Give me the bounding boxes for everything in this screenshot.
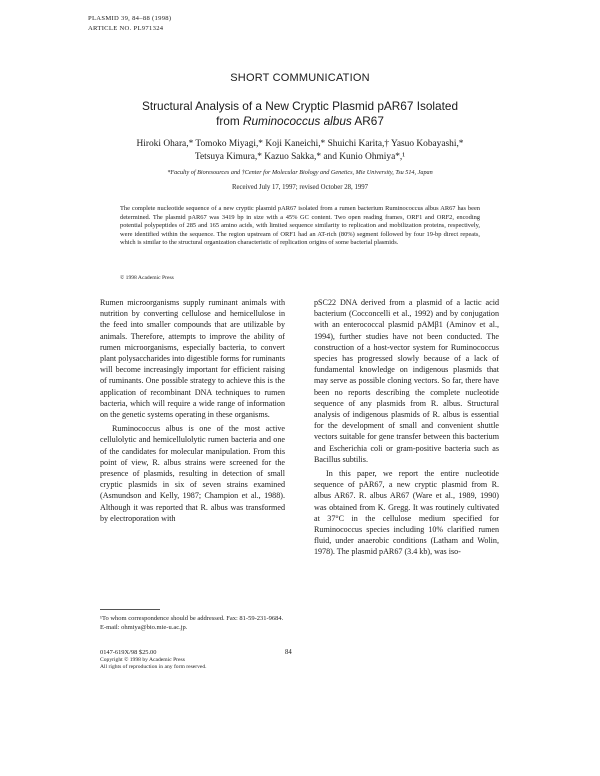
footer-price: 0147-619X/98 $25.00 bbox=[100, 649, 157, 656]
received-dates: Received July 17, 1997; revised October 28, 1997 bbox=[231, 184, 369, 191]
title-line-1: Structural Analysis of a New Cryptic Plasmid pAR67 Isolated bbox=[141, 99, 459, 113]
affiliation: *Faculty of Bioresources and †Center for Molecular Biology and Genetics, Mie University, Tsu 514, Japan bbox=[167, 169, 433, 176]
authors-line-1: Hiroki Ohara,* Tomoko Miyagi,* Koji Kaneichi,* Shuichi Karita,† Yasuo Kobayashi,* bbox=[136, 139, 464, 149]
abstract-copyright: © 1998 Academic Press bbox=[120, 275, 174, 281]
article-number: ARTICLE NO. PL971324 bbox=[88, 25, 164, 32]
page-number: 84 bbox=[285, 649, 292, 656]
authors-line-2: Tetsuya Kimura,* Kazuo Sakka,* and Kunio Ohmiya*,¹ bbox=[194, 151, 406, 162]
paragraph: In this paper, we report the entire nucleotide sequence of pAR67, a new cryptic plasmid from R. albus AR67. R. albus AR67 (Ware et al., 1989, 1990) was obtained from K. Gregg. It was routinely cultivated at 37°C in the cellulose medium specified for Ruminococcus species including 10% clarified rumen fluid, under anaerobic conditions (Latham and Wolin, 1978). The plasmid pAR67 (3.4 kb), was iso- bbox=[314, 469, 499, 557]
journal-header bbox=[88, 14, 171, 34]
footer-rights: All rights of reproduction in any form reserved. bbox=[100, 664, 207, 671]
author-list bbox=[60, 138, 540, 163]
footnote: ¹To whom correspondence should be addressed. Fax: 81-59-231-9684. E-mail: ohmiya@bio.mie-u.ac.jp. bbox=[100, 615, 284, 631]
title-line-2 bbox=[60, 114, 540, 129]
abstract: The complete nucleotide sequence of a new cryptic plasmid pAR67 isolated from a rumen bacterium Ruminococcus albus AR67 has been determined. The plasmid pAR67 was 3419 bp in size with a 45% GC content. Two open reading frames, ORF1 and ORF2, encoding potential polypeptides of 285 and 165 amino acids, with limited sequence similarity to replication and mobilization proteins, respectively, were identified within the sequence. The region upstream of ORF1 had an AT-rich (80%) segment followed by four 19-bp direct repeats, which is similar to the structural organization characteristic of replication origins of some bacterial plasmids. bbox=[120, 205, 480, 247]
paragraph: Rumen microorganisms supply ruminant animals with nutrition by converting cellulose and hemicellulose in the feed into smaller compounds that are utilizable by animals. Therefore, attempts to improve the ability of rumen microorganisms, especially bacteria, to convert plant polysaccharides into digestible forms for ruminants will become increasingly important for efficient raising of ruminants. One possible strategy to achieve this is the application of recombinant DNA techniques to rumen bacteria, which will require a wide range of information on the genetic systems operating in these organisms. bbox=[100, 298, 285, 420]
title-species: Ruminococcus albus bbox=[242, 114, 352, 128]
footer-copyright: Copyright © 1998 by Academic Press bbox=[100, 656, 185, 663]
title-suffix: AR67 bbox=[351, 114, 384, 128]
paragraph: Ruminococcus albus is one of the most active cellulolytic and hemicellulolytic rumen bacteria and one of the candidates for molecular manipulation. From this point of view, R. albus strains were screened for the presence of plasmids, resulting in detection of small cryptic plasmids in six of seven strains examined (Asmundson and Kelly, 1987; Champion et al., 1988). Although it was reported that R. albus was transformed by electroporation with bbox=[100, 424, 285, 523]
footnote-rule bbox=[100, 609, 160, 610]
journal-citation: PLASMID 39, 84–88 (1998) bbox=[88, 15, 172, 22]
body-column-right bbox=[314, 297, 499, 558]
paragraph: pSC22 DNA derived from a plasmid of a lactic acid bacterium (Cocconcelli et al., 1992) and by conjugation with an enterococcal plasmid pAMβ1 (Aminov et al., 1994), further studies have not been conducted. The construction of a host-vector system for Ruminococcus species has progressed slowly because of a lack of fundamental knowledge on indigenous plasmids that may serve as possible cloning vectors. So far, there have been no reports describing the complete nucleotide sequence of any plasmids from R. albus. Structural analysis of indigenous plasmids of R. albus is essential for the development of small and convenient shuttle vectors suitable for gene transfer between this bacterium and Escherichia coli or gram-positive bacteria such as Bacillus subtilis. bbox=[314, 298, 499, 464]
article-title bbox=[60, 99, 540, 129]
title-prefix: from bbox=[216, 114, 243, 128]
body-column-left bbox=[100, 297, 285, 524]
footer-block bbox=[100, 649, 207, 672]
section-heading: SHORT COMMUNICATION bbox=[230, 72, 370, 84]
